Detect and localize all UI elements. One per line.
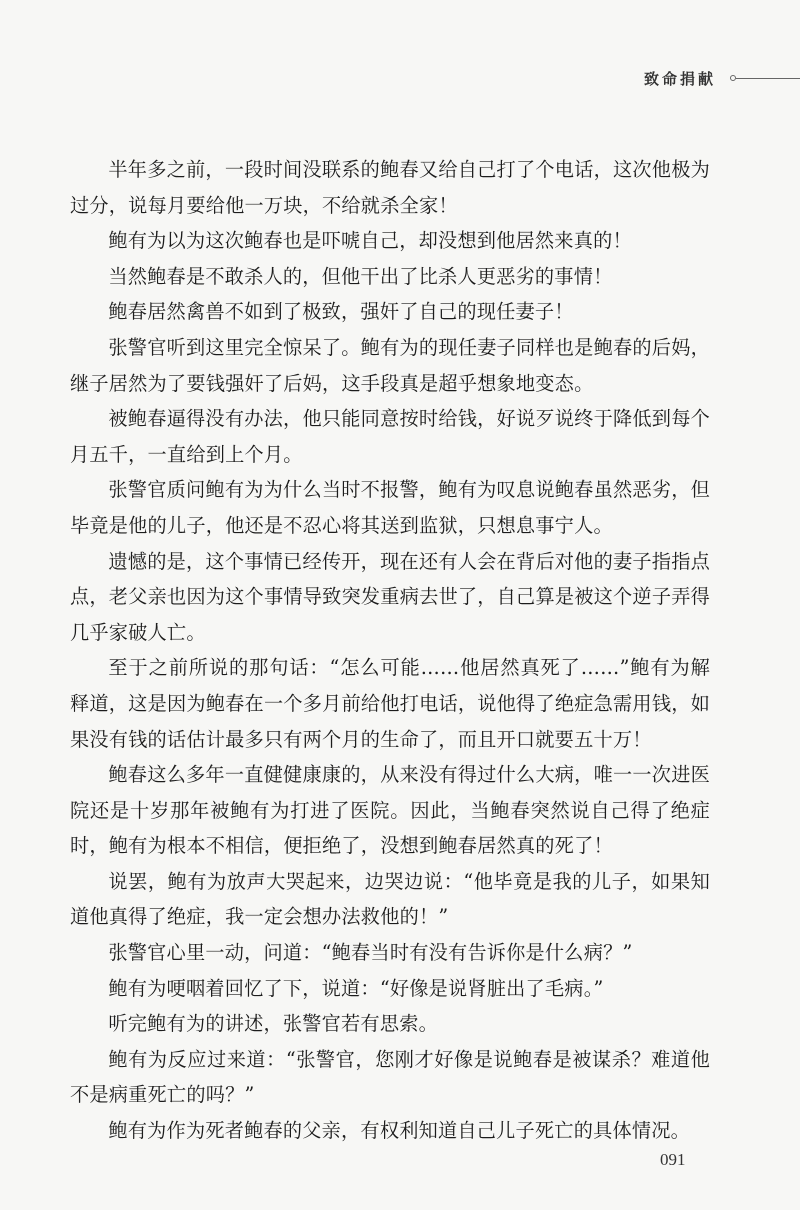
paragraph: 张警官心里一动，问道：“鲍春当时有没有告诉你是什么病？” <box>108 941 633 965</box>
paragraph: 张警官听到这里完全惊呆了。鲍有为的现任妻子同样也是鲍春的后妈，继子居然为了要钱强奸了后妈，这手段真是超乎想象地变态。 <box>70 335 710 395</box>
page-number: 091 <box>660 1150 686 1169</box>
paragraph: 鲍春居然禽兽不如到了极致，强奸了自己的现任妻子！ <box>108 300 574 324</box>
paragraph: 鲍春这么多年一直健健康康的，从来没有得过什么大病，唯一一次进医院还是十岁那年被鲍有为打进了医院。因此，当鲍春突然说自己得了绝症时，鲍有为根本不相信，便拒绝了，没想到鲍春居然真的死了！ <box>70 763 710 858</box>
running-header <box>644 66 800 90</box>
paragraph: 鲍有为作为死者鲍春的父亲，有权利知道自己儿子死亡的具体情况。 <box>108 1119 691 1143</box>
paragraph: 张警官质问鲍有为为什么当时不报警，鲍有为叹息说鲍春虽然恶劣，但毕竟是他的儿子，他还是不忍心将其送到监狱，只想息事宁人。 <box>70 478 710 537</box>
paragraph: 被鲍春逼得没有办法，他只能同意按时给钱，好说歹说终于降低到每个月五千，一直给到上个月。 <box>70 407 710 466</box>
paragraph: 听完鲍有为的讲述，张警官若有思索。 <box>108 1012 438 1036</box>
header-rule-line <box>736 78 800 79</box>
running-title: 致命捐献 <box>643 69 716 88</box>
paragraph: 半年多之前，一段时间没联系的鲍春又给自己打了个电话，这次他极为过分，说每月要给他一万块，不给就杀全家！ <box>70 158 710 217</box>
paragraph: 遗憾的是，这个事情已经传开，现在还有人会在背后对他的妻子指指点点，老父亲也因为这个事情导致突发重病去世了，自己算是被这个逆子弄得几乎家破人亡。 <box>70 549 710 644</box>
paragraph: 鲍有为哽咽着回忆了下，说道：“好像是说肾脏出了毛病。” <box>108 976 604 1000</box>
paragraph: 说罢，鲍有为放声大哭起来，边哭边说：“他毕竟是我的儿子，如果知道他真得了绝症，我一定会想办法救他的！” <box>70 869 710 929</box>
paragraph: 至于之前所说的那句话：“怎么可能……他居然真死了……”鲍有为解释道，这是因为鲍春在一个多月前给他打电话，说他得了绝症急需用钱，如果没有钱的话估计最多只有两个月的生命了，而且开口就要五十万！ <box>70 656 710 751</box>
paragraph: 鲍有为以为这次鲍春也是吓唬自己，却没想到他居然来真的！ <box>108 229 632 253</box>
paragraph: 当然鲍春是不敢杀人的，但他干出了比杀人更恶劣的事情！ <box>108 264 613 288</box>
header-rule-ornament <box>730 75 800 81</box>
paragraph: 鲍有为反应过来道：“张警官，您刚才好像是说鲍春是被谋杀？难道他不是病重死亡的吗？” <box>70 1047 710 1107</box>
body-text <box>70 152 710 1149</box>
